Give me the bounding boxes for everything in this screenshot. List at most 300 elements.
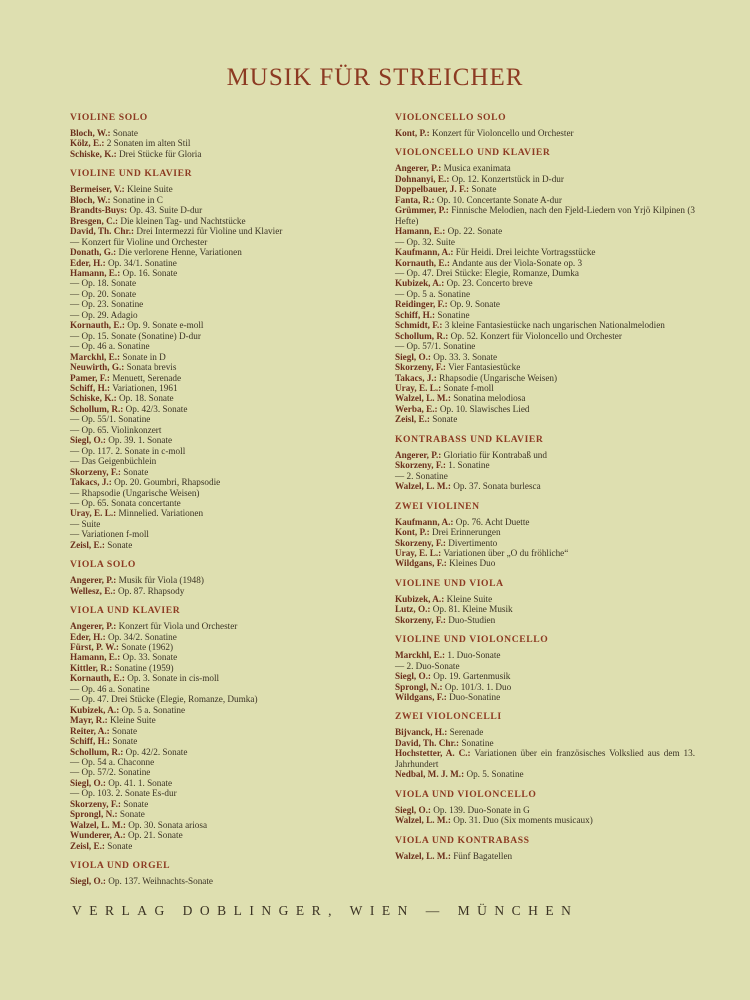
- work-title: — Op. 15. Sonate (Sonatine) D-dur: [70, 330, 201, 341]
- catalog-entry: [395, 671, 695, 681]
- catalog-entry: [70, 268, 375, 278]
- section-viola-und-violoncello: [395, 789, 695, 826]
- catalog-entry: [395, 594, 695, 604]
- composer-name: Mayr, R.:: [70, 715, 108, 726]
- section-viola-solo: [70, 559, 375, 596]
- work-title: Op. 137. Weihnachts-Sonate: [108, 876, 214, 887]
- catalog-entry: [70, 362, 375, 372]
- publisher-footer: VERLAG DOBLINGER, WIEN — MÜNCHEN: [72, 903, 579, 918]
- composer-name: Bloch, W.:: [70, 128, 111, 138]
- catalog-entry: [70, 425, 375, 435]
- section-heading: VIOLINE SOLO: [70, 112, 148, 123]
- catalog-entry: [70, 586, 375, 596]
- composer-name: Marckhl, E.:: [70, 351, 121, 362]
- catalog-entry: [70, 540, 375, 550]
- catalog-entry: [70, 673, 375, 683]
- catalog-entry: [70, 446, 375, 456]
- work-title: — Op. 65. Sonata concertante: [70, 497, 181, 508]
- composer-name: Reiter, A.:: [70, 725, 110, 736]
- catalog-entry: [70, 642, 375, 652]
- catalog-entry: [395, 163, 695, 173]
- section-heading: VIOLA UND ORGEL: [70, 860, 171, 872]
- catalog-entry: [395, 205, 695, 226]
- work-title: — Op. 65. Violinkonzert: [70, 424, 162, 435]
- section-heading: VIOLINE UND KLAVIER: [70, 168, 193, 180]
- section-heading: VIOLA UND VIOLONCELLO: [395, 788, 537, 800]
- catalog-entry: [70, 575, 375, 585]
- section-viola-und-kontrabass: [395, 835, 695, 861]
- work-title: Variationen über ein französisches Volkslied aus dem 13. Jahrhundert: [395, 748, 695, 769]
- catalog-entry: [395, 289, 695, 299]
- catalog-entry: [70, 138, 375, 148]
- work-title: Op. 20. Goumbri, Rhapsodie: [114, 477, 221, 488]
- work-title: Op. 52. Konzert für Violoncello und Orchester: [450, 330, 622, 341]
- catalog-entry: [70, 435, 375, 445]
- work-title: Op. 33. Sonate: [122, 652, 178, 663]
- composer-name: Zeisl, E.:: [70, 840, 105, 851]
- catalog-entry: [395, 247, 695, 257]
- catalog-entry: [70, 767, 375, 777]
- catalog-entry: [70, 830, 375, 840]
- catalog-entry: [70, 299, 375, 309]
- catalog-entry: [70, 684, 375, 694]
- catalog-entry: [395, 460, 695, 470]
- composer-name: Schiff, H.:: [70, 382, 111, 393]
- composer-name: Angerer, P.:: [70, 575, 117, 586]
- catalog-entry: [70, 456, 375, 466]
- catalog-entry: [70, 705, 375, 715]
- section-heading: ZWEI VIOLINEN: [395, 500, 480, 512]
- work-title: Für Heidi. Drei leichte Vortragsstücke: [455, 247, 596, 258]
- catalog-entry: [70, 352, 375, 362]
- composer-name: Wellesz, E.:: [70, 585, 116, 596]
- composer-name: Schiske, K.:: [70, 148, 117, 159]
- composer-name: David, Th. Chr.:: [395, 737, 460, 748]
- catalog-entry: [395, 299, 695, 309]
- catalog-entry: [70, 736, 375, 746]
- work-title: — Op. 57/2. Sonatine: [70, 767, 151, 778]
- composer-name: Kubizek, A.:: [395, 593, 445, 604]
- section-heading: VIOLONCELLO UND KLAVIER: [395, 147, 551, 159]
- work-title: — Variationen f-moll: [70, 529, 149, 540]
- composer-name: Schiff, H.:: [395, 309, 436, 320]
- composer-name: Kornauth, E.:: [395, 257, 450, 268]
- work-title: Op. 22. Sonate: [447, 226, 503, 237]
- work-title: Op. 31. Duo (Six moments musicaux): [453, 815, 593, 826]
- work-title: Sonate f-moll: [443, 382, 494, 393]
- catalog-entry: [70, 694, 375, 704]
- work-title: — Op. 5 a. Sonatine: [395, 288, 471, 299]
- work-title: Sonatine in C: [112, 194, 163, 205]
- catalog-entry: [70, 247, 375, 257]
- composer-name: Hamann, E.:: [70, 652, 121, 663]
- catalog-entry: [395, 320, 695, 330]
- section-heading: VIOLA UND KONTRABASS: [395, 834, 530, 846]
- work-title: Sonate: [432, 414, 458, 425]
- section-heading: VIOLA SOLO: [70, 559, 136, 571]
- work-title: Op. 21. Sonate: [128, 830, 183, 841]
- work-title: — Op. 57/1. Sonatine: [395, 341, 476, 352]
- section-zwei-violoncelli: [395, 711, 695, 779]
- catalog-entry: [70, 488, 375, 498]
- catalog-entry: [395, 226, 695, 236]
- work-title: Duo-Studien: [448, 614, 496, 625]
- catalog-entry: [70, 195, 375, 205]
- work-title: — Op. 46 a. Sonatine: [70, 683, 150, 694]
- work-title: — Suite: [70, 518, 101, 529]
- composer-name: Walzel, L. M.:: [395, 850, 451, 861]
- catalog-entry: [395, 362, 695, 372]
- catalog-entry: [395, 268, 695, 278]
- composer-name: Angerer, P.:: [395, 163, 442, 174]
- composer-name: Siegl, O.:: [395, 351, 431, 362]
- work-title: — Op. 117. 2. Sonate in c-moll: [70, 445, 186, 456]
- composer-name: Kont, P.:: [395, 128, 430, 138]
- work-title: Op. 19. Gartenmusik: [433, 671, 511, 682]
- catalog-entry: [70, 320, 375, 330]
- composer-name: Marckhl, E.:: [395, 650, 446, 661]
- composer-name: Siegl, O.:: [70, 435, 106, 446]
- catalog-entry: [70, 498, 375, 508]
- composer-name: Fürst, P. W.:: [70, 642, 119, 653]
- catalog-entry: [395, 727, 695, 737]
- work-title: Op. 42/3. Sonate: [125, 403, 188, 414]
- work-title: Op. 23. Concerto breve: [446, 278, 533, 289]
- catalog-entry: [70, 715, 375, 725]
- catalog-entry: [70, 477, 375, 487]
- catalog-entry: [70, 237, 375, 247]
- composer-name: Donath, G.:: [70, 247, 117, 258]
- work-title: Kleine Suite: [109, 715, 156, 726]
- work-title: Variationen, 1961: [112, 382, 178, 393]
- work-title: Op. 3. Sonate in cis-moll: [127, 673, 220, 684]
- catalog-entry: [395, 310, 695, 320]
- work-title: Op. 87. Rhapsody: [117, 585, 185, 596]
- composer-name: Zeisl, E.:: [395, 414, 430, 425]
- catalog-entry: [70, 841, 375, 851]
- work-title: Gloriatio für Kontrabaß und: [443, 449, 547, 460]
- catalog-entry: [70, 414, 375, 424]
- catalog-entry: [395, 383, 695, 393]
- section-viola-und-klavier: [70, 605, 375, 851]
- composer-name: Kornauth, E.:: [70, 673, 125, 684]
- work-title: Drei Erinnerungen: [431, 527, 501, 538]
- right-column: [395, 112, 695, 870]
- composer-name: Pamer, F.:: [70, 372, 110, 383]
- composer-name: Schollum, R.:: [70, 746, 124, 757]
- catalog-entry: [70, 529, 375, 539]
- work-title: Op. 5. Sonatine: [466, 769, 524, 780]
- composer-name: Schiff, H.:: [70, 736, 111, 747]
- section-heading: VIOLINE UND VIOLA: [395, 577, 504, 589]
- catalog-entry: [70, 205, 375, 215]
- work-title: Die kleinen Tag- und Nachtstücke: [120, 215, 246, 226]
- work-title: Op. 9. Sonate e-moll: [127, 320, 204, 331]
- composer-name: Siegl, O.:: [395, 804, 431, 815]
- composer-name: Neuwirth, G.:: [70, 362, 125, 373]
- catalog-entry: [395, 615, 695, 625]
- catalog-entry: [70, 876, 375, 886]
- composer-name: Kont, P.:: [395, 527, 430, 538]
- catalog-entry: [395, 692, 695, 702]
- section-heading: KONTRABASS UND KLAVIER: [395, 433, 544, 445]
- catalog-entry: [395, 352, 695, 362]
- section-heading: ZWEI VIOLONCELLI: [395, 711, 502, 723]
- catalog-entry: [395, 258, 695, 268]
- catalog-entry: [70, 149, 375, 159]
- work-title: Sonate: [112, 128, 138, 138]
- work-title: Op. 18. Sonate: [119, 393, 174, 404]
- work-title: Vier Fantasiestücke: [448, 362, 521, 373]
- catalog-entry: [70, 778, 375, 788]
- composer-name: Brandts-Buys:: [70, 205, 128, 216]
- catalog-entry: [70, 310, 375, 320]
- catalog-entry: [70, 788, 375, 798]
- composer-name: Bijvanck, H.:: [395, 727, 448, 738]
- work-title: Sonate: [107, 840, 133, 851]
- work-title: Variationen über „O du fröhliche“: [443, 547, 569, 558]
- work-title: 3 kleine Fantasiestücke nach ungarischen Nationalmelodien: [444, 320, 665, 331]
- work-title: — Op. 23. Sonatine: [70, 299, 144, 310]
- work-title: Op. 34/2. Sonatine: [107, 631, 177, 642]
- work-title: Sonatina melodiosa: [453, 393, 526, 404]
- work-title: Op. 42/2. Sonate: [125, 746, 188, 757]
- catalog-entry: [70, 341, 375, 351]
- composer-name: Zeisl, E.:: [70, 539, 105, 550]
- section-violoncello-und-klavier: [395, 147, 695, 424]
- work-title: — Op. 32. Suite: [395, 236, 455, 247]
- catalog-entry: [395, 393, 695, 403]
- work-title: Op. 12. Konzertstück in D-dur: [451, 173, 564, 184]
- composer-name: Kölz, E.:: [70, 138, 105, 149]
- composer-name: Eder, H.:: [70, 631, 106, 642]
- catalog-entry: [70, 799, 375, 809]
- catalog-entry: [395, 331, 695, 341]
- work-title: Finnische Melodien, nach den Fjeld-Liedern von Yrjö Kilpinen (3 Hefte): [395, 205, 695, 226]
- composer-name: Kaufmann, A.:: [395, 516, 454, 527]
- composer-name: Kittler, R.:: [70, 662, 113, 673]
- composer-name: Bresgen, C.:: [70, 215, 119, 226]
- catalog-entry: [395, 815, 695, 825]
- composer-name: Lutz, O.:: [395, 604, 431, 615]
- composer-name: Skorzeny, F.:: [395, 460, 446, 471]
- work-title: — Das Geigenbüchlein: [70, 456, 157, 467]
- composer-name: Schollum, R.:: [395, 330, 449, 341]
- work-title: — 2. Duo-Sonate: [395, 660, 460, 671]
- work-title: Op. 139. Duo-Sonate in G: [433, 804, 530, 815]
- catalog-entry: [70, 404, 375, 414]
- section-heading: VIOLONCELLO SOLO: [395, 112, 507, 123]
- catalog-entry: [395, 538, 695, 548]
- catalog-entry: [395, 748, 695, 769]
- work-title: — Op. 29. Adagio: [70, 309, 138, 320]
- composer-name: Bloch, W.:: [70, 194, 111, 205]
- catalog-entry: [395, 278, 695, 288]
- composer-name: Walzel, L. M.:: [395, 815, 451, 826]
- catalog-entry: [395, 195, 695, 205]
- catalog-entry: [395, 548, 695, 558]
- composer-name: Siegl, O.:: [70, 777, 106, 788]
- work-title: Musik für Viola (1948): [118, 575, 204, 586]
- work-title: Op. 33. 3. Sonate: [433, 351, 498, 362]
- work-title: Rhapsodie (Ungarische Weisen): [439, 372, 558, 383]
- composer-name: Werba, E.:: [395, 403, 438, 414]
- composer-name: Takacs, J.:: [70, 477, 112, 488]
- catalog-entry: [395, 851, 695, 861]
- section-heading: VIOLINE UND VIOLONCELLO: [395, 634, 549, 646]
- work-title: — 2. Sonatine: [395, 470, 448, 481]
- work-title: Sonate: [471, 184, 497, 195]
- catalog-entry: [395, 341, 695, 351]
- work-title: Sonate (1962): [121, 642, 174, 653]
- composer-name: Doppelbauer, J. F.:: [395, 184, 470, 195]
- work-title: — Rhapsodie (Ungarische Weisen): [70, 487, 200, 498]
- work-title: Op. 30. Sonata ariosa: [128, 819, 208, 830]
- work-title: Drei Stücke für Gloria: [119, 148, 202, 159]
- catalog-entry: [70, 652, 375, 662]
- catalog-entry: [70, 820, 375, 830]
- work-title: Kleines Duo: [449, 558, 496, 569]
- work-title: — Op. 47. Drei Stücke: Elegie, Romanze, Dumka: [395, 267, 579, 278]
- composer-name: Hochstetter, A. C.:: [395, 748, 471, 759]
- work-title: Musica exanimata: [443, 163, 511, 174]
- catalog-entry: [70, 331, 375, 341]
- work-title: 2 Sonaten im alten Stil: [106, 138, 191, 149]
- catalog-entry: [70, 278, 375, 288]
- composer-name: Uray, E. L.:: [395, 547, 442, 558]
- catalog-entry: [395, 805, 695, 815]
- work-title: Op. 9. Sonate: [449, 299, 500, 310]
- composer-name: Wildgans, F.:: [395, 558, 447, 569]
- catalog-entry: [70, 467, 375, 477]
- composer-name: Hamann, E.:: [395, 226, 446, 237]
- work-title: Kleine Suite: [126, 184, 173, 195]
- work-title: Sonate: [123, 798, 149, 809]
- work-title: Sonate: [112, 725, 138, 736]
- composer-name: Wildgans, F.:: [395, 692, 447, 703]
- catalog-entry: [70, 258, 375, 268]
- composer-name: Sprongl, N.:: [395, 681, 443, 692]
- work-title: — Op. 18. Sonate: [70, 278, 137, 289]
- work-title: 1. Duo-Sonate: [447, 650, 501, 661]
- section-kontrabass-und-klavier: [395, 434, 695, 492]
- composer-name: Kornauth, E.:: [70, 320, 125, 331]
- section-violoncello-solo: [395, 112, 695, 138]
- catalog-entry: [70, 663, 375, 673]
- work-title: Sonate: [107, 539, 133, 550]
- work-title: Sonatine: [437, 309, 470, 320]
- work-title: — Op. 55/1. Sonatine: [70, 414, 151, 425]
- catalog-entry: [70, 184, 375, 194]
- catalog-entry: [395, 650, 695, 660]
- section-heading: VIOLA UND KLAVIER: [70, 605, 181, 617]
- catalog-entry: [70, 747, 375, 757]
- catalog-entry: [395, 481, 695, 491]
- catalog-entry: [70, 757, 375, 767]
- catalog-entry: [395, 373, 695, 383]
- catalog-entry: [395, 450, 695, 460]
- catalog-entry: [70, 508, 375, 518]
- work-title: Op. 43. Suite D-dur: [129, 205, 203, 216]
- catalog-entry: [70, 128, 375, 138]
- catalog-entry: [395, 184, 695, 194]
- composer-name: David, Th. Chr.:: [70, 226, 135, 237]
- composer-name: Skorzeny, F.:: [70, 466, 121, 477]
- catalog-entry: [395, 517, 695, 527]
- work-title: Op. 76. Acht Duette: [455, 516, 530, 527]
- work-title: Op. 10. Slawisches Lied: [439, 403, 530, 414]
- catalog-entry: [70, 809, 375, 819]
- work-title: Andante aus der Viola-Sonate op. 3: [451, 257, 583, 268]
- work-title: Duo-Sonatine: [449, 692, 501, 703]
- composer-name: Schiske, K.:: [70, 393, 117, 404]
- catalog-entry: [395, 174, 695, 184]
- catalog-entry: [70, 632, 375, 642]
- work-title: Op. 10. Concertante Sonate A-dur: [436, 194, 562, 205]
- composer-name: Schollum, R.:: [70, 403, 124, 414]
- work-title: Sonate: [119, 809, 145, 820]
- composer-name: Skorzeny, F.:: [395, 614, 446, 625]
- composer-name: Grümmer, P.:: [395, 205, 449, 216]
- work-title: Sonate: [123, 466, 149, 477]
- section-violine-und-violoncello: [395, 634, 695, 702]
- work-title: Menuett, Serenade: [112, 372, 182, 383]
- composer-name: Eder, H.:: [70, 257, 106, 268]
- work-title: Op. 101/3. 1. Duo: [444, 681, 512, 692]
- composer-name: Walzel, L. M.:: [395, 481, 451, 492]
- composer-name: Angerer, P.:: [70, 621, 117, 632]
- work-title: Op. 39. 1. Sonate: [108, 435, 173, 446]
- work-title: Fünf Bagatellen: [453, 850, 513, 861]
- work-title: — Op. 46 a. Sonatine: [70, 341, 150, 352]
- catalog-entry: [395, 738, 695, 748]
- catalog-entry: [395, 527, 695, 537]
- catalog-entry: [395, 471, 695, 481]
- work-title: Minnelied. Variationen: [118, 508, 204, 519]
- work-title: Drei Intermezzi für Violine und Klavier: [136, 226, 283, 237]
- composer-name: Hamann, E.:: [70, 267, 121, 278]
- composer-name: Dohnanyi, E.:: [395, 173, 450, 184]
- section-violine-und-klavier: [70, 168, 375, 550]
- left-column: [70, 112, 375, 896]
- catalog-entry: [395, 682, 695, 692]
- section-violine-solo: [70, 112, 375, 159]
- composer-name: Sprongl, N.:: [70, 809, 118, 820]
- work-title: Sonatine (1959): [114, 662, 174, 673]
- catalog-entry: [395, 558, 695, 568]
- work-title: Serenade: [449, 727, 484, 738]
- composer-name: Skorzeny, F.:: [70, 798, 121, 809]
- composer-name: Skorzeny, F.:: [395, 537, 446, 548]
- work-title: Op. 16. Sonate: [122, 267, 178, 278]
- composer-name: Kaufmann, A.:: [395, 247, 454, 258]
- composer-name: Siegl, O.:: [395, 671, 431, 682]
- composer-name: Bermeiser, V.:: [70, 184, 125, 195]
- composer-name: Uray, E. L.:: [70, 508, 117, 519]
- composer-name: Fanta, R.:: [395, 194, 435, 205]
- work-title: Divertimento: [448, 537, 498, 548]
- catalog-entry: [70, 393, 375, 403]
- work-title: Sonata brevis: [126, 362, 177, 373]
- composer-name: Nedbal, M. J. M.:: [395, 769, 465, 780]
- work-title: Konzert für Viola und Orchester: [118, 621, 238, 632]
- work-title: Sonatine: [461, 737, 494, 748]
- catalog-entry: [70, 383, 375, 393]
- catalog-entry: [395, 404, 695, 414]
- composer-name: Kubizek, A.:: [70, 704, 120, 715]
- work-title: Op. 5 a. Sonatine: [121, 704, 186, 715]
- catalog-entry: [70, 726, 375, 736]
